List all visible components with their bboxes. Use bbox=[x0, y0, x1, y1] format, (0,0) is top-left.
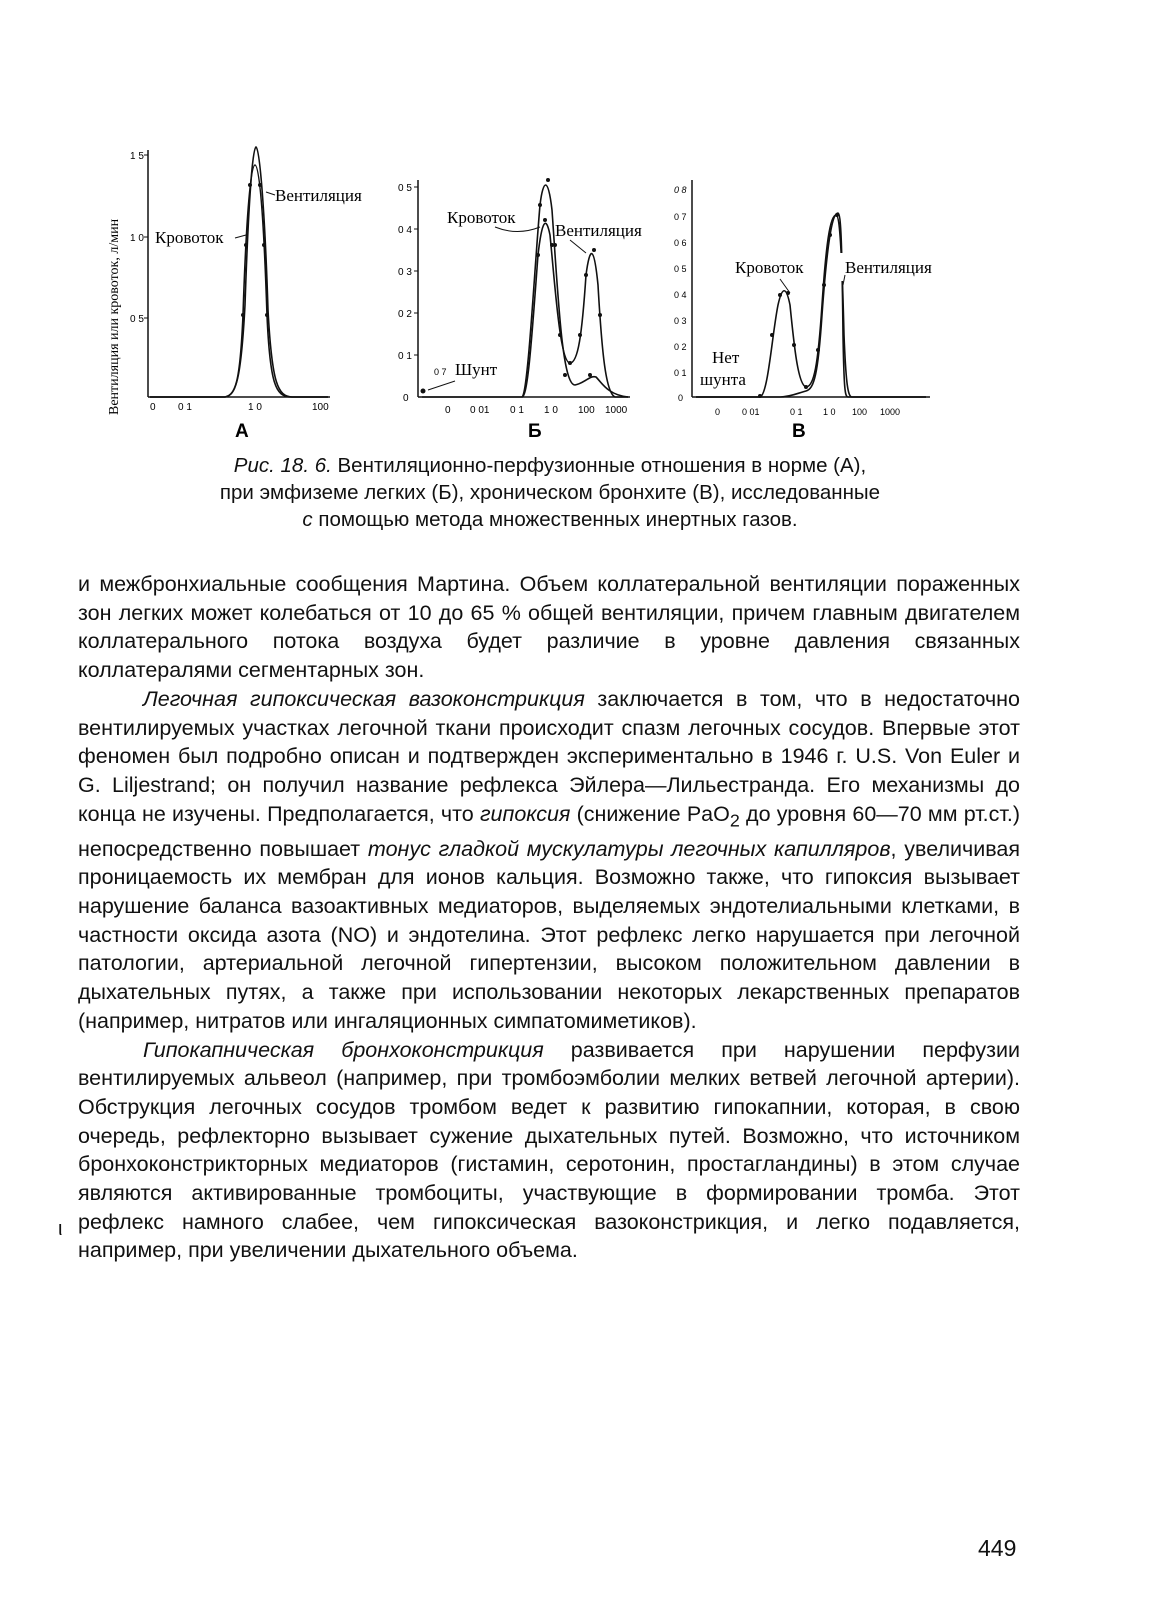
panel-b-vent-label: Вентиляция bbox=[555, 221, 642, 240]
panel-b-ytick: 0 1 bbox=[398, 351, 412, 362]
panel-c-xtick: 1 0 bbox=[823, 407, 836, 417]
panel-a bbox=[130, 147, 362, 442]
panel-a-letter: А bbox=[235, 421, 249, 442]
term-muscle-tone: тонус гладкой мускулатуры легочных капилляров bbox=[367, 836, 891, 861]
paragraph-1 bbox=[78, 570, 1020, 685]
panel-c-xtick: 0 01 bbox=[742, 407, 760, 417]
panel-b-blood-curve bbox=[522, 185, 628, 397]
panel-b-ytick: 0 5 bbox=[398, 183, 412, 194]
panel-b-ytick: 0 bbox=[403, 393, 409, 404]
panel-c-ytick: 0 6 bbox=[674, 238, 687, 248]
body-text bbox=[78, 570, 1020, 1265]
panel-b-ytick: 0 2 bbox=[398, 309, 412, 320]
panel-b-letter: Б bbox=[528, 421, 542, 442]
panel-a-ytick: 1 5 bbox=[130, 151, 144, 162]
panel-c-ytick: 0 7 bbox=[674, 212, 687, 222]
paragraph-1-text: и межбронхиальные сообщения Мартина. Объем коллатеральной вентиляции пораженных зон легких может колебаться от 10 до 65 % общей вентиляции, причем главным двигателем коллатерального потока воздуха будет различие в уровне давления связанных коллатералями сегментарных зон. bbox=[78, 572, 1020, 683]
y-axis-label: Вентиляция или кровоток, л/мин bbox=[107, 218, 122, 415]
panel-b-xtick: 0 01 bbox=[470, 405, 490, 416]
figure-svg bbox=[100, 135, 1000, 445]
panel-c-ytick: 0 4 bbox=[674, 290, 687, 300]
panel-a-vent-label: Вентиляция bbox=[275, 186, 362, 205]
panel-b-blood-label: Кровоток bbox=[447, 208, 516, 227]
panel-b-xtick: 1 0 bbox=[544, 405, 558, 416]
panel-b-shunt-label: Шунт bbox=[455, 360, 498, 379]
panel-b bbox=[398, 178, 642, 442]
caption-line2: при эмфиземе легких (Б), хроническом бронхите (В), исследованные bbox=[219, 481, 881, 504]
panel-c-vent-label: Вентиляция bbox=[845, 258, 932, 277]
paragraph-3 bbox=[78, 1036, 1020, 1266]
paragraph-2-text-d: , увеличивая проницаемость их мембран для ионов кальция. Возможно также, что гипоксия вызывает нарушение баланса вазоактивных медиаторов, выделяемых эндотелиальными клетками, в частности оксида азота (NO) и эндотелина. Этот рефлекс легко нарушается при легочной патологии, артериальной легочной гипертензии, высоком положительном давлении в дыхательных путях, а также при использовании некоторых лекарственных препаратов (например, нитратов или ингаляционных симпатомиметиков). bbox=[78, 836, 1021, 1033]
panel-a-blood-label: Кровоток bbox=[155, 228, 224, 247]
panel-b-xtick: 0 bbox=[445, 405, 451, 416]
panel-b-xtick: 0 1 bbox=[510, 405, 524, 416]
caption-line3-it: с bbox=[302, 508, 313, 531]
panel-a-xtick: 0 bbox=[150, 402, 156, 413]
paragraph-2 bbox=[78, 685, 1020, 1036]
panel-c-blood-label: Кровоток bbox=[735, 258, 804, 277]
paragraph-3-text: развивается при нарушении перфузии вентилируемых альвеол (например, при тромбоэмболии мелких ветвей легочной артерии). Обструкция легочных сосудов тромбом ведет к развитию гипокапнии, которая, в свою очередь, рефлекторно вызывает сужение дыхательных путей. Возможно, что источником бронхоконстрикторных медиаторов (гистамин, серотонин, простагландины) в этом случае являются активированные тромбоциты, участвующие в формировании тромба. Этот рефлекс намного слабее, чем гипоксическая вазоконстрикция, и легко подавляется, например, при увеличении дыхательного объема. bbox=[78, 1037, 1021, 1263]
panel-c-xtick: 0 1 bbox=[790, 407, 803, 417]
paragraph-2-text-b: (снижение PaO bbox=[570, 801, 730, 826]
panel-a-ytick: 0 5 bbox=[130, 314, 144, 325]
panel-c-ytick: 0 3 bbox=[674, 316, 687, 326]
caption-line3: помощью метода множественных инертных газов. bbox=[312, 508, 798, 531]
figure-caption bbox=[150, 452, 950, 533]
panel-b-vent-curve bbox=[422, 223, 628, 397]
pao2-subscript: 2 bbox=[729, 809, 740, 830]
panel-a-xtick: 1 0 bbox=[248, 402, 262, 413]
term-hypoxia: гипоксия bbox=[479, 801, 571, 826]
panel-c-noshunt-label2: шунта bbox=[700, 370, 746, 389]
panel-a-xtick: 100 bbox=[312, 402, 329, 413]
panel-a-ytick: 1 0 bbox=[130, 233, 144, 244]
caption-line1: Вентиляционно-перфузионные отношения в норме (А), bbox=[331, 454, 867, 477]
panel-b-ytick: 0 3 bbox=[398, 267, 412, 278]
panel-c-ytick: 0 2 bbox=[674, 342, 687, 352]
panel-c-xtick: 100 bbox=[852, 407, 868, 417]
panel-a-vent-curve bbox=[150, 147, 328, 397]
panel-c-letter: В bbox=[792, 421, 806, 442]
figure bbox=[100, 135, 1000, 445]
panel-b-ytick: 0 4 bbox=[398, 225, 412, 236]
panel-c-xtick: 0 bbox=[715, 407, 721, 417]
edge-mark: ι bbox=[58, 1218, 63, 1240]
panel-b-shunt-value: 0 7 bbox=[434, 367, 447, 377]
term-hypoxic-vasoconstriction: Легочная гипоксическая вазоконстрикция bbox=[143, 686, 585, 711]
panel-c-ytick: 0 1 bbox=[674, 368, 687, 378]
page-number: 449 bbox=[978, 1535, 1017, 1561]
panel-b-xtick: 100 bbox=[578, 405, 595, 416]
panel-b-xtick: 1000 bbox=[605, 405, 628, 416]
panel-c-noshunt-label: Нет bbox=[712, 348, 740, 367]
panel-c bbox=[674, 180, 965, 442]
panel-c-xtick: 1000 bbox=[880, 407, 901, 417]
paragraph-2-text-a: заключается в том, что в недостаточно вентилируемых участках легочной ткани происходит спазм легочных сосудов. Впервые этот феномен был подробно описан и подтвержден экспериментально в 1946 г. U.S. Von Euler и G. Liljestrand; он получил название рефлекса Эйлера—Лильестранда. Его механизмы до конца не изучены. Предполагается, что bbox=[78, 686, 1020, 826]
term-hypocapnic-bronchoconstriction: Гипокапническая бронхоконстрикция bbox=[143, 1037, 544, 1062]
panel-a-xtick: 0 1 bbox=[178, 402, 192, 413]
panel-c-ytick: 0 bbox=[678, 393, 684, 403]
caption-prefix: Рис. 18. 6. bbox=[233, 454, 332, 477]
panel-c-ytick: 0 8 bbox=[674, 185, 687, 195]
paragraph-2-text-c: до уровня 60—70 мм рт.ст.) непосредственно повышает bbox=[78, 801, 1020, 861]
panel-c-ytick: 0 5 bbox=[674, 264, 687, 274]
